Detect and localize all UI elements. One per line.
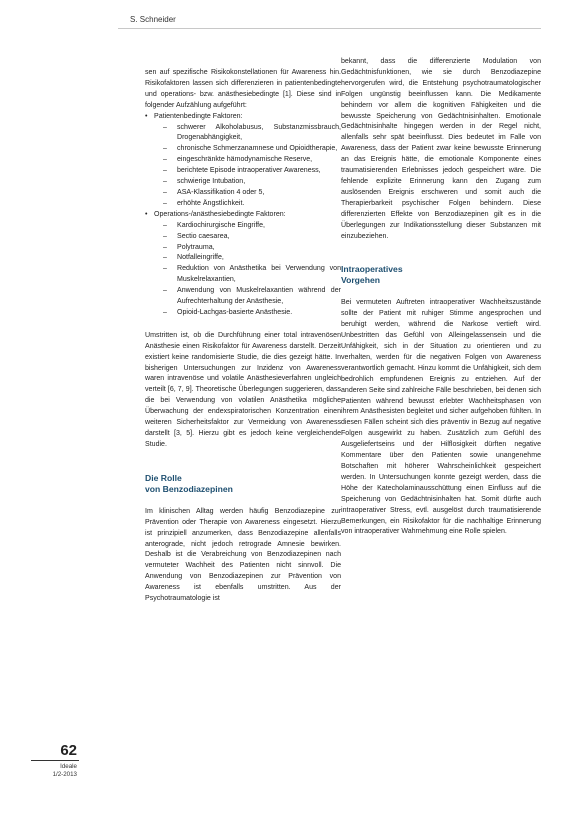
risk-factor-list — [145, 112, 341, 319]
list-item: – ASA-Klassifikation 4 oder 5, — [154, 188, 341, 199]
heading-line-1: Die Rolle — [145, 472, 182, 483]
list-item: – schwierige Intubation, — [154, 177, 341, 188]
journal-info — [29, 763, 77, 778]
patient-factors-title: Patientenbedingte Faktoren: — [154, 112, 243, 120]
heading-line-1: Intraoperatives — [341, 264, 403, 275]
journal-name: Ideale — [60, 763, 77, 770]
list-item: – berichtete Episode intraoperativer Awareness, — [154, 166, 341, 177]
journal-issue: 1/2-2013 — [52, 770, 77, 778]
heading-line-2: Vorgehen — [341, 275, 380, 286]
operation-factors-sublist — [154, 221, 341, 319]
patient-factors-sublist — [154, 123, 341, 210]
list-item: – Polytrauma, — [154, 243, 341, 254]
section-heading-benzodiazepines — [145, 473, 341, 495]
right-text-column — [341, 57, 541, 538]
list-item: – Sectio caesarea, — [154, 232, 341, 243]
list-item: – erhöhte Ängstlichkeit. — [154, 199, 341, 210]
list-item: – Reduktion von Anästhetika bei Verwendung von Muskelrelaxantien, — [154, 264, 341, 286]
list-item: – eingeschränkte hämodynamische Reserve, — [154, 155, 341, 166]
continuation-paragraph: bekannt, dass die differenzierte Modulation von Gedächtnisfunktionen, wie sie durch Benzodiazepine hervorgerufen wird, die Entstehung psychotraumatologischer Folgen ungünstig beeinflussen kann. Die Medikamente behindern vor allem die kognitiven Fähigkeiten und die bewusste Speicherung von Gedächtnisinhalten. Emotionale Gedächtnisinhalte hingegen werden in der Regel nicht, allenfalls sehr spät beeinflusst. Dies bedeutet im Falle von Awareness, dass der Patient zwar keine bewusste Erinnerung an das Ereignis hätte, die emotionale Komponente eines traumatisierenden Erlebnisses jedoch gespeichert wäre. Die fehlende explizite Erinnerung kann den Zugang zum auslösenden Ereignis erschweren und somit auch die Therapierbarkeit psychischer Folgen behindern. Diese differenzierten Effekte von Benzodiazepinen gilt es in die Überlegungen zur Indikationsstellung dieser Substanzen mit einzubeziehen. — [341, 58, 541, 240]
list-item: – Anwendung von Muskelrelaxantien während der Aufrechterhaltung der Anästhesie, — [154, 286, 341, 308]
page-number: 62 — [60, 742, 77, 759]
section-heading-intraoperative — [341, 264, 541, 286]
header-divider — [118, 28, 541, 29]
page-number-rule — [31, 760, 79, 761]
list-item: – schwerer Alkoholabusus, Substanzmissbrauch, Drogenabhängigkeit, — [154, 123, 341, 145]
list-item: – Opioid-Lachgas-basierte Anästhesie. — [154, 308, 341, 319]
list-item: – Notfalleingriffe, — [154, 253, 341, 264]
left-text-column — [145, 68, 341, 605]
list-item: – chronische Schmerzanamnese und Opioidtherapie, — [154, 144, 341, 155]
list-item: – Kardiochirurgische Eingriffe, — [154, 221, 341, 232]
heading-line-2: von Benzodiazepinen — [145, 483, 233, 494]
operation-factors-item — [145, 210, 341, 319]
benzodiazepine-paragraph: Im klinischen Alltag werden häufig Benzodiazepine zur Prävention oder Therapie von Awareness eingesetzt. Hierzu ist prinzipiell anzumerken, dass Benzodiazepine allenfalls anterograde, nicht jedoch retrograde Amnesie bewirken. Deshalb ist die Verabreichung von Benzodiazepinen nach vermuteter Wachheit des Patienten nicht sinnvoll. Die Anwendung von Benzodiazepinen zur Prävention von Awareness ist ebenfalls umstritten. Aus der Psychotraumatologie ist — [145, 507, 341, 603]
tiva-paragraph: Umstritten ist, ob die Durchführung einer total intravenösen Anästhesie einen Risikofaktor für Awareness darstellt. Derzeit existiert keine randomisierte Studie, die dies gezeigt hätte. In bisherigen Untersuchungen zur Inzidenz von Awareness waren intravenöse und volatile Anästhesieverfahren ungleich verteilt [6, 7, 9]. Theoretische Überlegungen suggerieren, dass die bei Verwendung von volatilen Anästhetika mögliche Überwachung der endexspiratorischen Konzentration einen weiteren Sicherheitsfaktor zur Vermeidung von Awareness darstellt [3, 5]. Hierzu gibt es jedoch keine vergleichende Studie. — [145, 331, 341, 448]
intraoperative-paragraph: Bei vermuteten Auftreten intraoperativer Wachheitszustände sollte der Patient mit ruhiger Stimme angesprochen und beruhigt werden, während die Narkose vertieft wird. Unbestritten das Gefühl von Alleingelassensein und die Unfähigkeit, sich in der Situation zu orientieren und zu verhalten, werden für die negativen Folgen von Awareness verantwortlich gemacht. Hinzu kommt die Unfähigkeit, sich dem bedrohlich empfundenen Ereignis zu entziehen. Auf der anderen Seite sind zahlreiche Fälle beschrieben, bei denen sich Patienten während bewusst erlebter Wachheitsphasen von ihrem Anästhesisten begleitet und sicher aufgehoben fühlten. In diesen Fällen scheint sich dies präventiv in Bezug auf negative Folgen ausgewirkt zu haben. Zusätzlich zum Gefühl des Ausgeliefertseins und der Hilflosigkeit dürften negative Kommentare über den Patienten sowie unangenehme Botschaften mit höherer Wahrscheinlichkeit gespeichert werden. In Untersuchungen konnte gezeigt werden, dass die Höhe der Katecholaminausschüttung einen Einfluss auf die Speicherung von Gedächtnisinhalten hat. Somit dürfte auch intraoperativer Stress, evtl. ausgelöst durch traumatisierende Bemerkungen, ein Risikofaktor für die nachhaltige Erinnerung von intraoperativer Wahrnehmung eine Rolle spielen. — [341, 299, 541, 536]
running-header-author: S. Schneider — [130, 15, 176, 24]
intro-paragraph: sen auf spezifische Risikokonstellationen für Awareness hin. Risikofaktoren lassen sich differenzieren in patientenbedingte und operations- bzw. anästhesiebedingte [1]. Diese sind in folgender Aufzählung aufgeführt: — [145, 69, 341, 109]
patient-factors-item — [145, 112, 341, 210]
operation-factors-title: Operations-/anästhesiebedingte Faktoren: — [154, 210, 286, 218]
